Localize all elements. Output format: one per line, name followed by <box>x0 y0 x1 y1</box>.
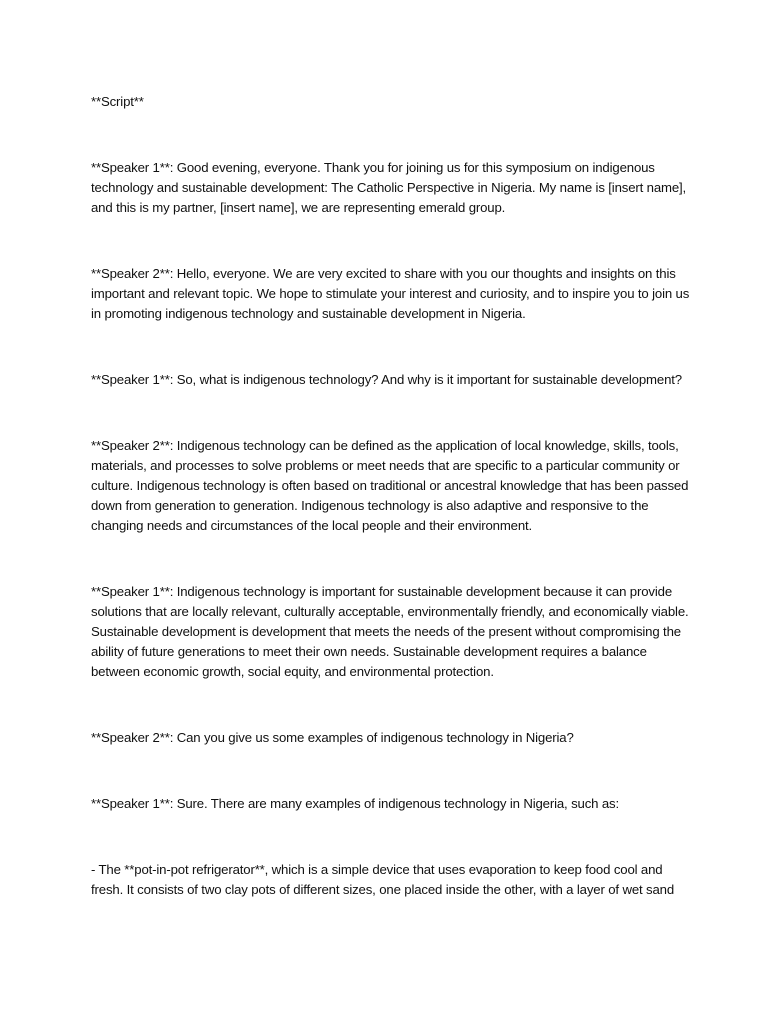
paragraph-speaker-1-examples: **Speaker 1**: Sure. There are many examples of indigenous technology in Nigeria, such as: <box>91 796 619 811</box>
spacer <box>91 324 691 370</box>
spacer <box>91 390 691 436</box>
spacer <box>91 682 691 728</box>
paragraph-speaker-2-examples-question: **Speaker 2**: Can you give us some examples of indigenous technology in Nigeria? <box>91 730 574 745</box>
spacer <box>91 112 691 158</box>
spacer <box>91 748 691 794</box>
spacer <box>91 218 691 264</box>
paragraph-speaker-2-definition: **Speaker 2**: Indigenous technology can be defined as the application of local knowledge, skills, tools, materials, and processes to solve problems or meet needs that are specific to a particular community or culture. Indigenous technology is often based on traditional or ancestral knowledge that has been passed down from generation to generation. Indigenous technology is also adaptive and responsive to the changing needs and circumstances of the local people and their environment. <box>91 438 689 533</box>
spacer <box>91 536 691 582</box>
document-body <box>91 92 691 900</box>
paragraph-speaker-1-question: **Speaker 1**: So, what is indigenous technology? And why is it important for sustainable development? <box>91 372 682 387</box>
document-title: **Script** <box>91 94 144 109</box>
paragraph-speaker-2-intro: **Speaker 2**: Hello, everyone. We are very excited to share with you our thoughts and insights on this important and relevant topic. We hope to stimulate your interest and curiosity, and to inspire you to join us in promoting indigenous technology and sustainable development in Nigeria. <box>91 266 690 321</box>
paragraph-speaker-1-intro: **Speaker 1**: Good evening, everyone. Thank you for joining us for this symposium on indigenous technology and sustainable development: The Catholic Perspective in Nigeria. My name is [insert name], and this is my partner, [insert name], we are representing emerald group. <box>91 160 687 215</box>
paragraph-speaker-1-importance: **Speaker 1**: Indigenous technology is important for sustainable development because it can provide solutions that are locally relevant, culturally acceptable, environmentally friendly, and economically viable. Sustainable development is development that meets the needs of the present without compromising the ability of future generations to meet their own needs. Sustainable development requires a balance between economic growth, social equity, and environmental protection. <box>91 584 689 679</box>
list-item-pot-in-pot: - The **pot-in-pot refrigerator**, which is a simple device that uses evaporation to keep food cool and fresh. It consists of two clay pots of different sizes, one placed inside the other, with a layer of wet sand <box>91 862 675 897</box>
spacer <box>91 814 691 860</box>
